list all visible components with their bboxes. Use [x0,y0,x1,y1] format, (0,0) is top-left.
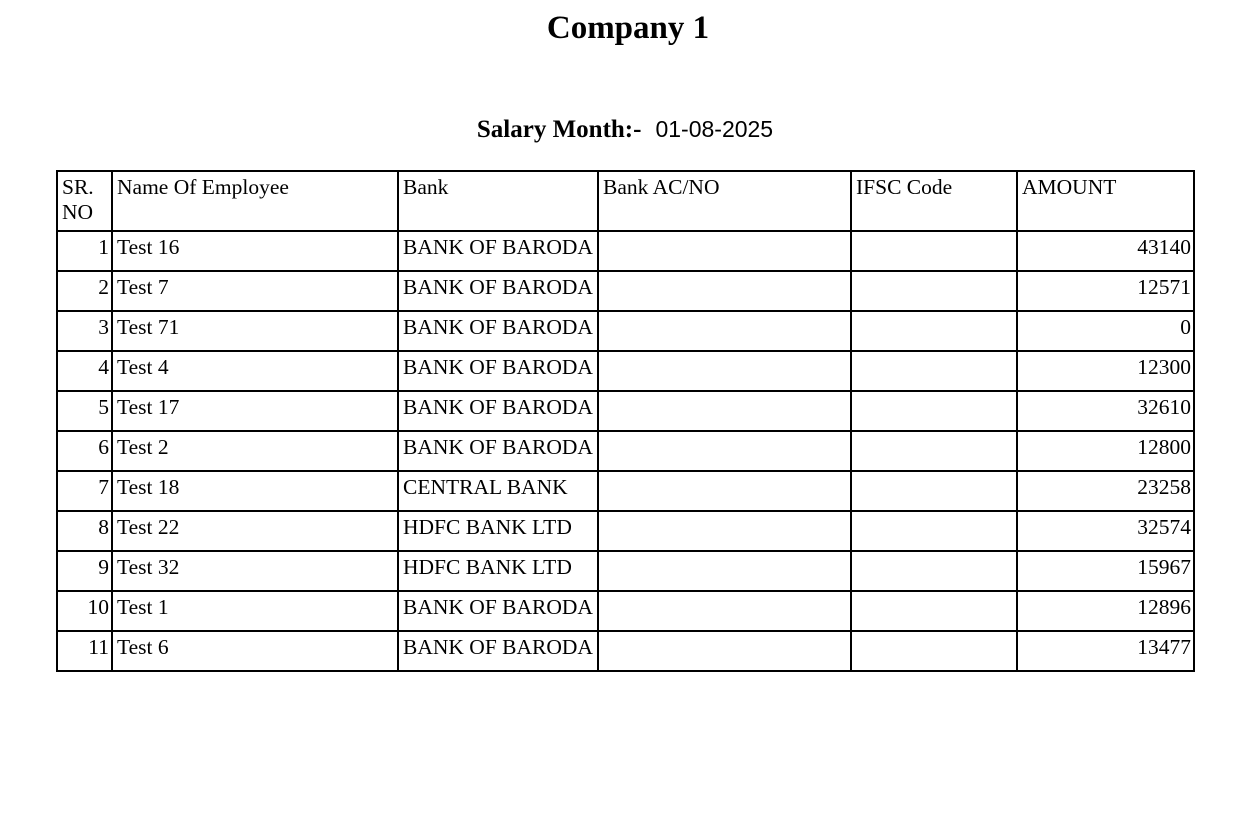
cell-account [598,511,851,551]
cell-sr: 8 [57,511,112,551]
cell-amount: 32610 [1017,391,1194,431]
cell-name: Test 22 [112,511,398,551]
cell-name: Test 32 [112,551,398,591]
cell-name: Test 4 [112,351,398,391]
cell-amount: 15967 [1017,551,1194,591]
cell-name: Test 6 [112,631,398,671]
cell-ifsc [851,351,1017,391]
cell-amount: 32574 [1017,511,1194,551]
cell-sr: 10 [57,591,112,631]
cell-sr: 1 [57,231,112,271]
salary-month-value: 01-08-2025 [655,116,774,142]
table-row [57,311,1194,351]
table-row [57,591,1194,631]
cell-amount: 12300 [1017,351,1194,391]
cell-sr: 9 [57,551,112,591]
cell-account [598,471,851,511]
cell-ifsc [851,511,1017,551]
cell-name: Test 18 [112,471,398,511]
cell-amount: 23258 [1017,471,1194,511]
cell-ifsc [851,271,1017,311]
salary-month [0,116,1246,144]
table-row [57,391,1194,431]
cell-account [598,591,851,631]
col-header-sr: SR. NO [57,171,112,231]
cell-bank: BANK OF BARODA [398,271,598,311]
col-header-amount: AMOUNT [1017,171,1194,231]
cell-account [598,271,851,311]
table-row [57,351,1194,391]
salary-month-label: Salary Month:- [476,116,642,143]
cell-account [598,351,851,391]
col-header-bank: Bank [398,171,598,231]
cell-ifsc [851,391,1017,431]
cell-account [598,391,851,431]
cell-bank: BANK OF BARODA [398,231,598,271]
col-header-name: Name Of Employee [112,171,398,231]
cell-account [598,231,851,271]
table-row [57,271,1194,311]
cell-amount: 12896 [1017,591,1194,631]
cell-name: Test 71 [112,311,398,351]
cell-ifsc [851,591,1017,631]
cell-account [598,631,851,671]
cell-ifsc [851,631,1017,671]
cell-amount: 12571 [1017,271,1194,311]
cell-bank: BANK OF BARODA [398,431,598,471]
cell-ifsc [851,551,1017,591]
cell-account [598,431,851,471]
cell-ifsc [851,311,1017,351]
cell-sr: 7 [57,471,112,511]
table-header-row [57,171,1194,231]
table-row [57,511,1194,551]
cell-ifsc [851,231,1017,271]
table-row [57,471,1194,511]
cell-sr: 2 [57,271,112,311]
table-row [57,231,1194,271]
cell-bank: BANK OF BARODA [398,351,598,391]
cell-amount: 43140 [1017,231,1194,271]
col-header-account: Bank AC/NO [598,171,851,231]
salary-table [56,170,1195,672]
table-row [57,631,1194,671]
cell-bank: BANK OF BARODA [398,631,598,671]
cell-bank: BANK OF BARODA [398,311,598,351]
company-title: Company 1 [546,10,710,46]
cell-amount: 13477 [1017,631,1194,671]
cell-ifsc [851,471,1017,511]
cell-ifsc [851,431,1017,471]
table-row [57,431,1194,471]
cell-sr: 4 [57,351,112,391]
cell-amount: 12800 [1017,431,1194,471]
cell-name: Test 1 [112,591,398,631]
cell-name: Test 16 [112,231,398,271]
cell-account [598,551,851,591]
cell-name: Test 17 [112,391,398,431]
cell-bank: CENTRAL BANK [398,471,598,511]
cell-sr: 11 [57,631,112,671]
table-row [57,551,1194,591]
cell-bank: HDFC BANK LTD [398,511,598,551]
cell-name: Test 2 [112,431,398,471]
cell-bank: BANK OF BARODA [398,391,598,431]
cell-bank: HDFC BANK LTD [398,551,598,591]
cell-account [598,311,851,351]
col-header-ifsc: IFSC Code [851,171,1017,231]
cell-amount: 0 [1017,311,1194,351]
cell-sr: 5 [57,391,112,431]
cell-bank: BANK OF BARODA [398,591,598,631]
cell-sr: 3 [57,311,112,351]
cell-name: Test 7 [112,271,398,311]
cell-sr: 6 [57,431,112,471]
